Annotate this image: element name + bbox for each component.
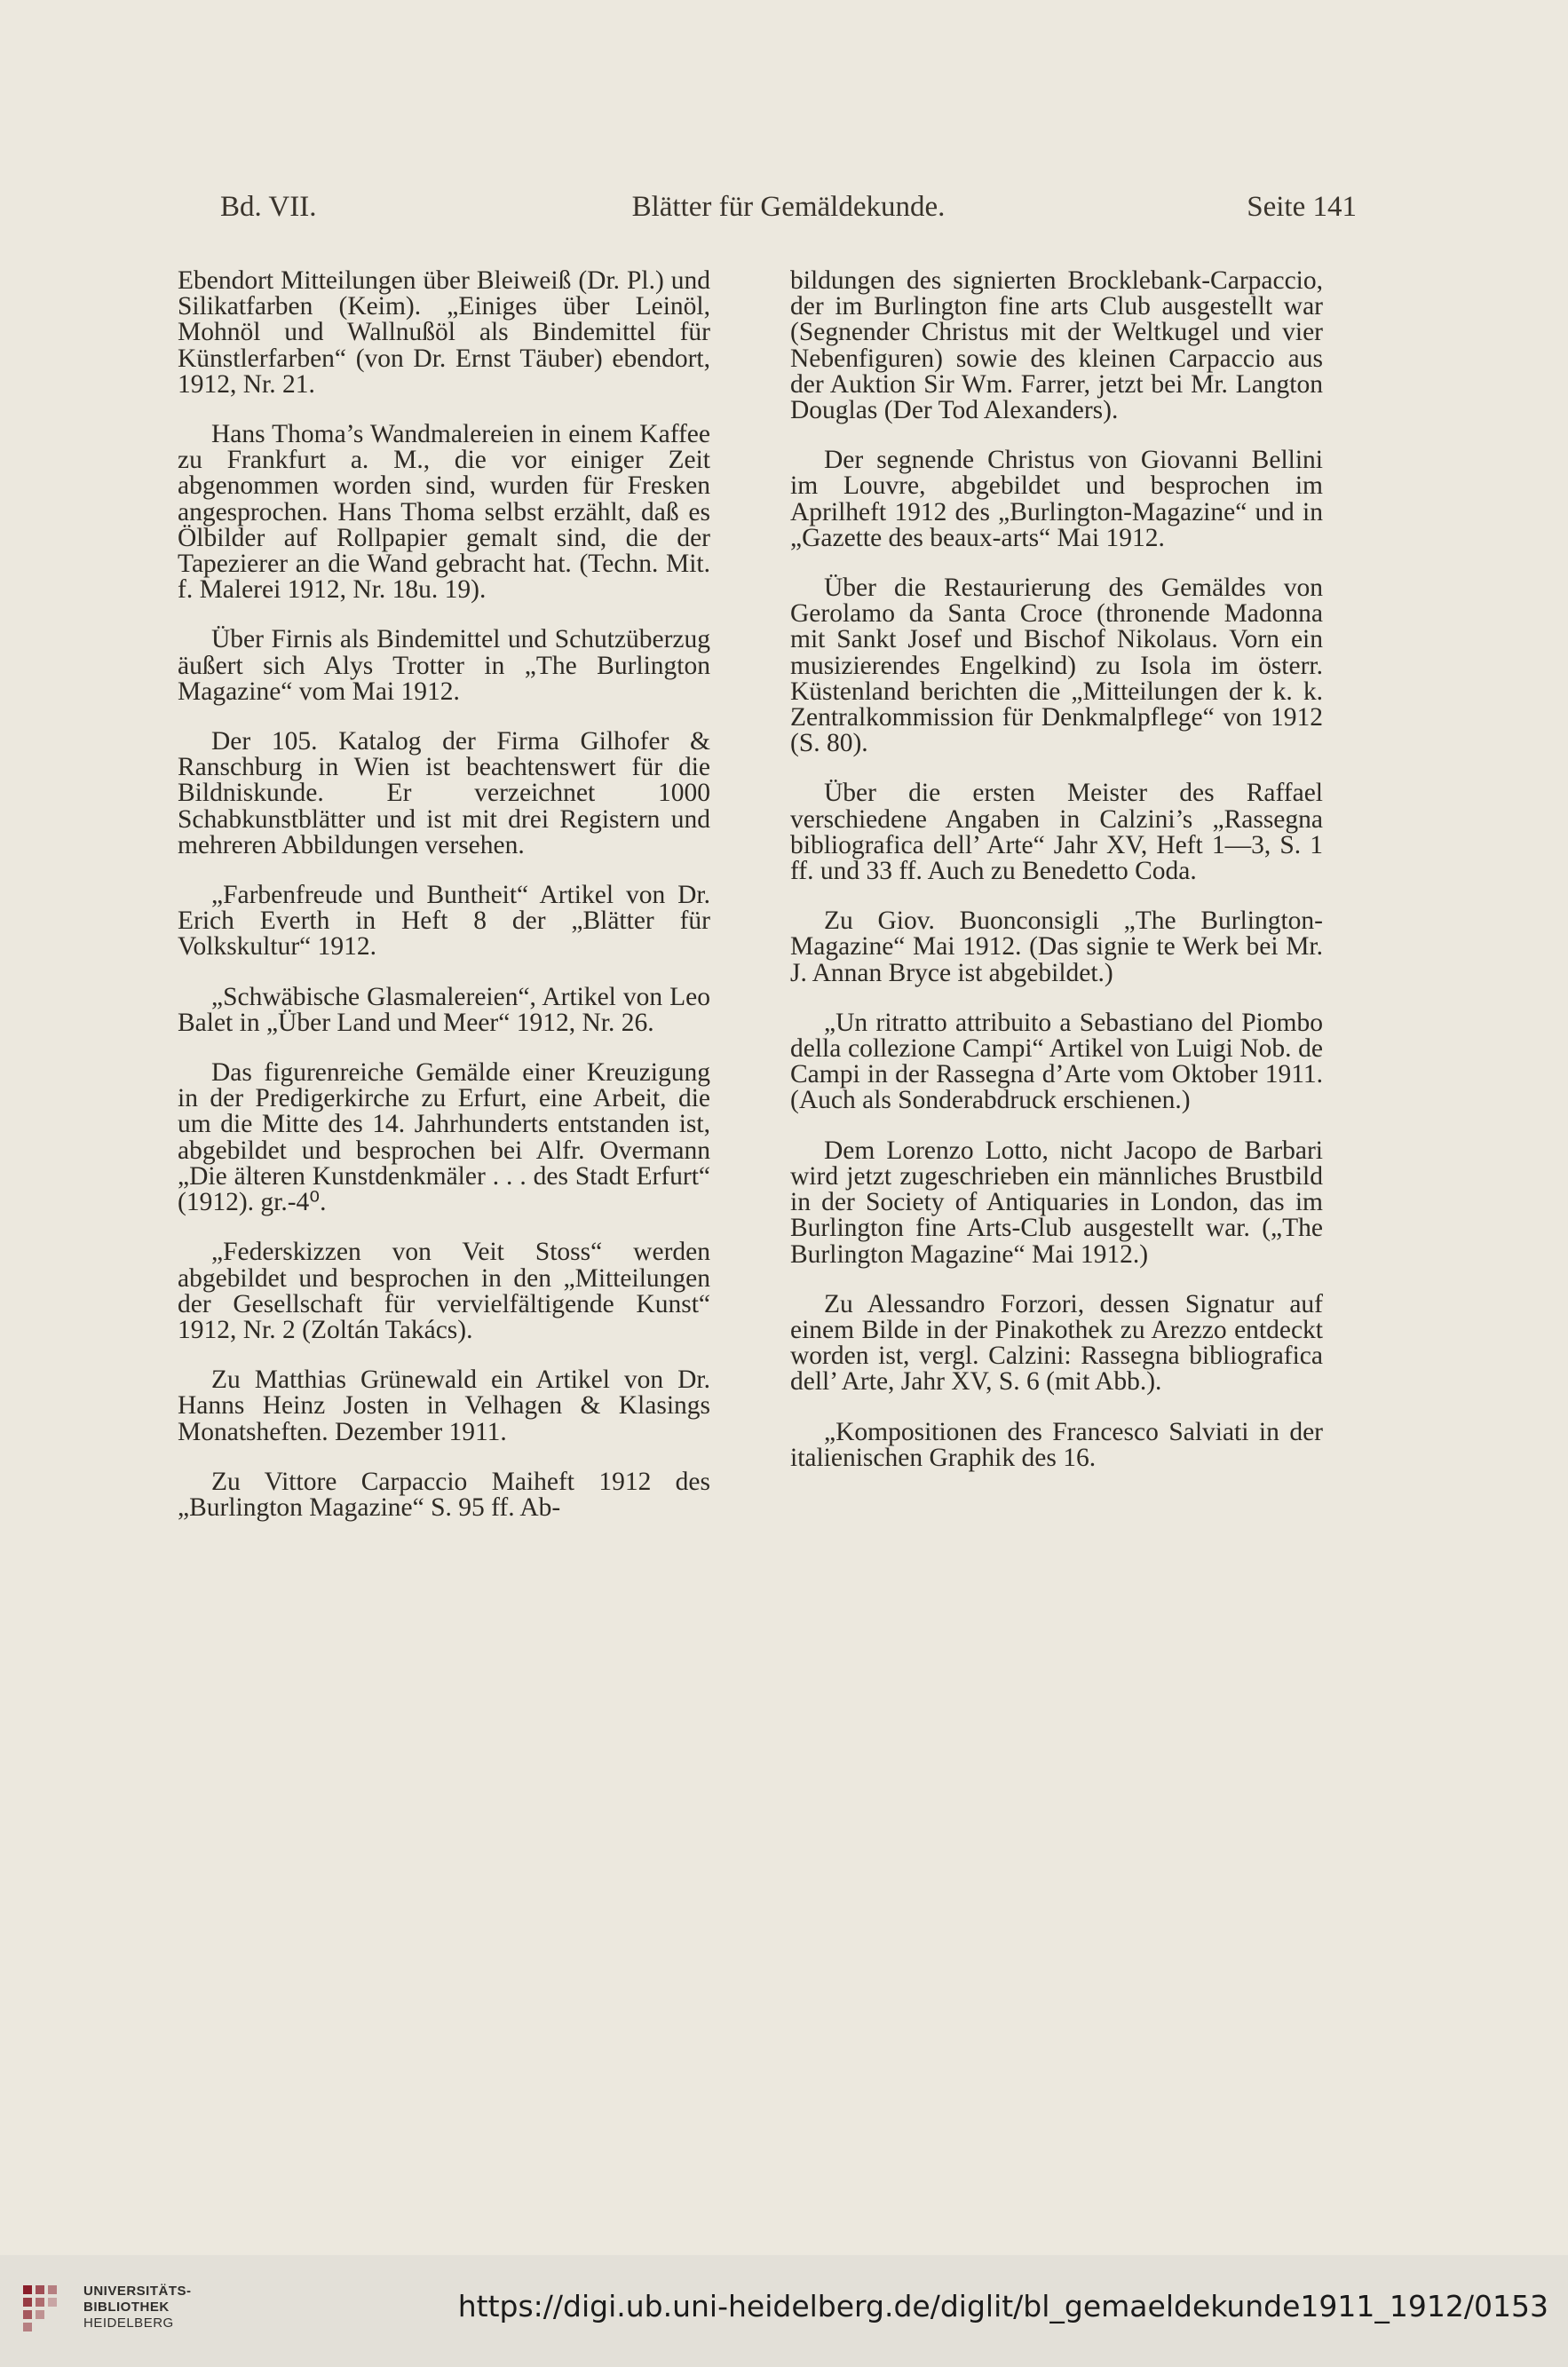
paragraph: „Federskizzen von Veit Stoss“ werden abgebildet und besprochen in den „Mitteilungen der Gesellschaft für vervielfältigende Kunst“ 1912, Nr. 2 (Zoltán Takács). [178,1238,710,1344]
paragraph: Zu Alessandro Forzori, dessen Signatur auf einem Bilde in der Pinakothek zu Arezzo entdeckt worden ist, vergl. Calzini: Rassegna bibliografica dell’ Arte, Jahr XV, S. 6 (mit Abb.). [790,1289,1323,1397]
paragraph: Über die Restaurierung des Gemäldes von Gerolamo da Santa Croce (thronende Madonna mit Sankt Josef und Bischof Nikolaus. Vorn ein musizierendes Engelkind) zu Isola im österr. Küstenland berichten die „Mitteilungen der k. k. Zentralkommission für Denkmalpflege“ von 1912 (S. 80). [790,574,1323,758]
left-text-column [178,268,710,1545]
paragraph: Ebendort Mitteilungen über Bleiweiß (Dr. Pl.) und Silikatfarben (Keim). „Einiges über Leinöl, Mohnöl und Wallnußöl als Bindemittel für Künstlerfarben“ (von Dr. Ernst Täuber) ebendort, 1912, Nr. 21. [178,266,710,399]
right-text-column [790,268,1323,1495]
viewer-footer [0,2255,1568,2367]
paragraph: bildungen des signierten Brocklebank-Carpaccio, der im Burlington fine arts Club ausgestellt war (Segnender Christus mit der Weltkugel und vier Nebenfiguren) sowie des kleinen Carpaccio aus der Auktion Sir Wm. Farrer, jetzt bei Mr. Langton Douglas (Der Tod Alexanders). [790,266,1323,425]
permalink-url[interactable]: https://digi.ub.uni-heidelberg.de/diglit/bl_gemaeldekunde1911_1912/0153 [457,2289,1548,2323]
paragraph: Über Firnis als Bindemittel und Schutzüberzug äußert sich Alys Trotter in „The Burlington Magazine“ vom Mai 1912. [178,625,710,706]
journal-title: Blätter für Gemäldekunde. [631,191,946,223]
university-library-logo[interactable] [20,2273,224,2349]
page-number: Seite 141 [1247,191,1357,223]
running-header [220,191,1357,235]
logo-line: BIBLIOTHEK [83,2300,170,2315]
logo-line: HEIDELBERG [83,2316,174,2331]
paragraph: Der 105. Katalog der Firma Gilhofer & Ranschburg in Wien ist beachtenswert für die Bildniskunde. Er verzeichnet 1000 Schabkunstblätter und ist mit drei Registern und mehreren Abbildungen versehen. [178,727,710,859]
volume-number: Bd. VII. [220,191,317,223]
paragraph: Über die ersten Meister des Raffael verschiedene Angaben in Calzini’s „Rassegna bibliografica dell’ Arte“ Jahr XV, Heft 1—3, S. 1 ff. und 33 ff. Auch zu Benedetto Coda. [790,779,1323,886]
paragraph: „Un ritratto attribuito a Sebastiano del Piombo della collezione Campi“ Artikel von Luigi Nob. de Campi in der Rassegna d’Arte vom Oktober 1911. (Auch als Sonderabdruck erschienen.) [790,1008,1323,1115]
logo-wordmark [83,2284,192,2331]
paragraph: Dem Lorenzo Lotto, nicht Jacopo de Barbari wird jetzt zugeschrieben ein männliches Brustbild in der Society of Antiquaries in London, das im Burlington fine Arts-Club ausgestellt war. („The Burlington Magazine“ Mai 1912.) [790,1136,1323,1269]
logo-line: UNIVERSITÄTS- [83,2284,192,2299]
paragraph: Das figurenreiche Gemälde einer Kreuzigung in der Predigerkirche zu Erfurt, eine Arbeit, die um die Mitte des 14. Jahrhunderts entstanden ist, abgebildet und besprochen bei Alfr. Overmann „Die älteren Kunstdenkmäler . . . des Stadt Erfurt“ (1912). gr.-4⁰. [178,1058,710,1217]
paragraph: Hans Thoma’s Wandmalereien in einem Kaffee zu Frankfurt a. M., die vor einiger Zeit abgenommen worden sind, wurden für Fresken angesprochen. Hans Thoma selbst erzählt, daß es Ölbilder auf Rollpapier gemalt sind, die der Tapezierer an die Wand gebracht hat. (Techn. Mit. f. Malerei 1912, Nr. 18u. 19). [178,420,710,605]
paragraph: Zu Matthias Grünewald ein Artikel von Dr. Hanns Heinz Josten in Velhagen & Klasings Monatsheften. Dezember 1911. [178,1366,710,1446]
paragraph: Der segnende Christus von Giovanni Bellini im Louvre, abgebildet und besprochen im Aprilheft 1912 des „Burlington-Magazine“ und in „Gazette des beaux-arts“ Mai 1912. [790,446,1323,552]
paragraph: „Schwäbische Glasmalereien“, Artikel von Leo Balet in „Über Land und Meer“ 1912, Nr. 26. [178,982,710,1037]
paragraph: Zu Giov. Buonconsigli „The Burlington-Magazine“ Mai 1912. (Das signie te Werk bei Mr. J. Annan Bryce ist abgebildet.) [790,906,1323,987]
paragraph: „Kompositionen des Francesco Salviati in der italienischen Graphik des 16. [790,1417,1323,1472]
paragraph: Zu Vittore Carpaccio Maiheft 1912 des „Burlington Magazine“ S. 95 ff. Ab- [178,1467,710,1522]
paragraph: „Farbenfreude und Buntheit“ Artikel von Dr. Erich Everth in Heft 8 der „Blätter für Volkskultur“ 1912. [178,881,710,962]
library-emblem-icon [20,2280,75,2344]
